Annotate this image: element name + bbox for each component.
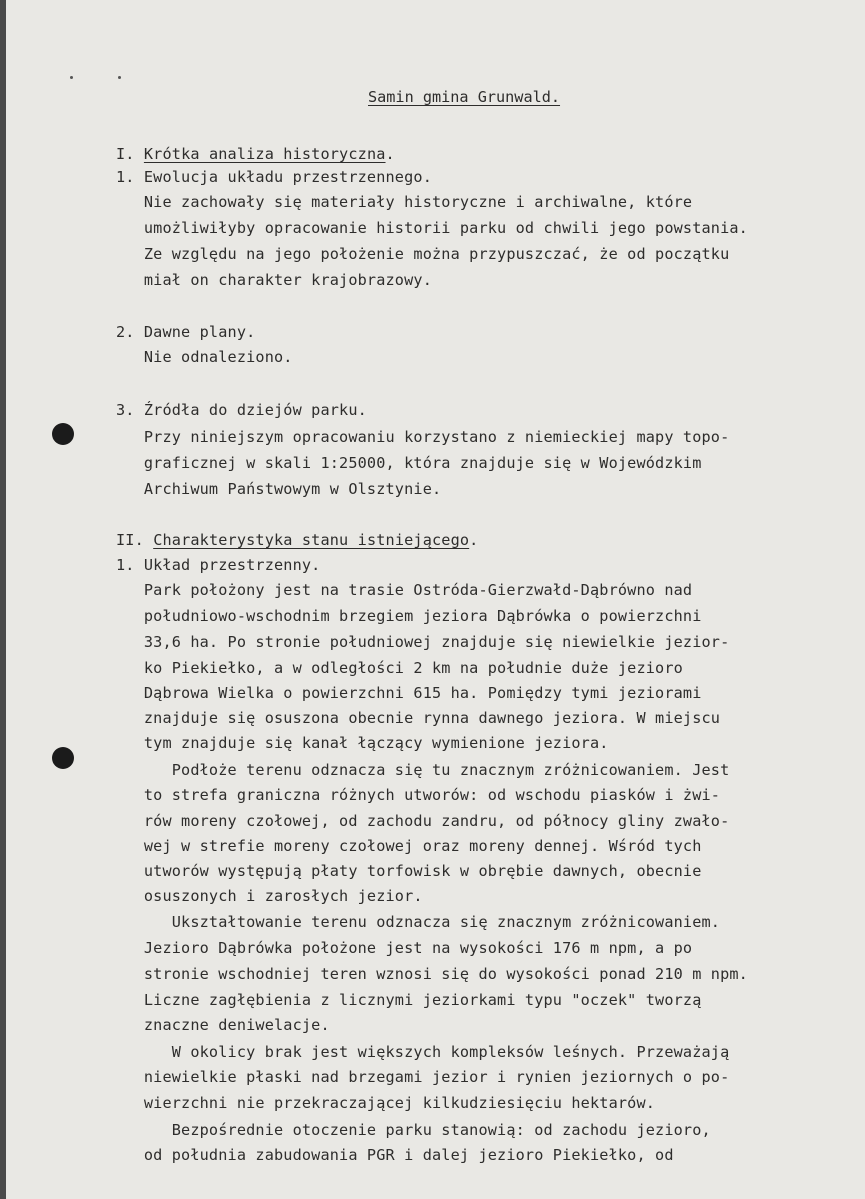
text-line: graficznej w skali 1:25000, która znajduje się w Wojewódzkim: [116, 454, 702, 472]
text-line: tym znajduje się kanał łączący wymienione jeziora.: [116, 734, 609, 752]
text-line: Bezpośrednie otoczenie parku stanowią: od zachodu jezioro,: [116, 1121, 711, 1139]
text-line: rów moreny czołowej, od zachodu zandru, od północy gliny zwało-: [116, 812, 730, 830]
text-line: to strefa graniczna różnych utworów: od wschodu piasków i żwi-: [116, 786, 721, 804]
speck: [70, 76, 73, 79]
section-heading-1: [116, 144, 395, 164]
text-line: niewielkie płaski nad brzegami jezior i rynien jeziornych o po-: [116, 1068, 730, 1086]
punch-hole: [52, 423, 74, 445]
text-line: Nie odnaleziono.: [116, 348, 293, 366]
document-page: [6, 0, 865, 1199]
punch-hole: [52, 747, 74, 769]
text-line: ko Piekiełko, a w odległości 2 km na południe duże jezioro: [116, 659, 683, 677]
text-line: 3. Źródła do dziejów parku.: [116, 401, 367, 419]
section-number: II.: [116, 531, 154, 549]
text-line: miał on charakter krajobrazowy.: [116, 271, 432, 289]
text-line: Dąbrowa Wielka o powierzchni 615 ha. Pomiędzy tymi jeziorami: [116, 684, 702, 702]
text-line: W okolicy brak jest większych kompleksów leśnych. Przeważają: [116, 1043, 730, 1061]
section-number: I.: [116, 145, 144, 163]
text-line: Ze względu na jego położenie można przypuszczać, że od początku: [116, 245, 730, 263]
heading-period: .: [385, 145, 395, 163]
text-line: znajduje się osuszona obecnie rynna dawnego jeziora. W miejscu: [116, 709, 721, 727]
text-line: 1. Ewolucja układu przestrzennego.: [116, 168, 432, 186]
text-line: Liczne zagłębienia z licznymi jeziorkami typu "oczek" tworzą: [116, 991, 702, 1009]
heading-period: .: [469, 531, 479, 549]
speck: [118, 76, 121, 79]
text-line: Archiwum Państwowym w Olsztynie.: [116, 480, 442, 498]
document-title: Samin gmina Grunwald.: [368, 88, 561, 106]
text-line: stronie wschodniej teren wznosi się do wysokości ponad 210 m npm.: [116, 965, 748, 983]
text-line: 1. Układ przestrzenny.: [116, 556, 321, 574]
text-line: wej w strefie moreny czołowej oraz moreny dennej. Wśród tych: [116, 837, 702, 855]
text-line: osuszonych i zarosłych jezior.: [116, 887, 423, 905]
text-line: 33,6 ha. Po stronie południowej znajduje się niewielkie jezior-: [116, 633, 730, 651]
text-line: 2. Dawne plany.: [116, 323, 256, 341]
text-line: Jezioro Dąbrówka położone jest na wysokości 176 m npm, a po: [116, 939, 693, 957]
text-line: od południa zabudowania PGR i dalej jezioro Piekiełko, od: [116, 1146, 674, 1164]
section-title: Charakterystyka stanu istniejącego: [153, 531, 470, 549]
text-line: Podłoże terenu odznacza się tu znacznym zróżnicowaniem. Jest: [116, 761, 730, 779]
text-line: Park położony jest na trasie Ostróda-Gierzwałd-Dąbrówno nad: [116, 581, 693, 599]
section-heading-2: [116, 530, 478, 550]
section-title: Krótka analiza historyczna: [143, 145, 386, 163]
text-line: Ukształtowanie terenu odznacza się znacznym zróżnicowaniem.: [116, 913, 721, 931]
text-line: południowo-wschodnim brzegiem jeziora Dąbrówka o powierzchni: [116, 607, 702, 625]
text-line: znaczne deniwelacje.: [116, 1016, 330, 1034]
text-line: Nie zachowały się materiały historyczne i archiwalne, które: [116, 193, 693, 211]
text-line: wierzchni nie przekraczającej kilkudziesięciu hektarów.: [116, 1094, 656, 1112]
text-line: Przy niniejszym opracowaniu korzystano z niemieckiej mapy topo-: [116, 428, 730, 446]
text-line: utworów występują płaty torfowisk w obrębie dawnych, obecnie: [116, 862, 702, 880]
text-line: umożliwiłyby opracowanie historii parku od chwili jego powstania.: [116, 219, 748, 237]
